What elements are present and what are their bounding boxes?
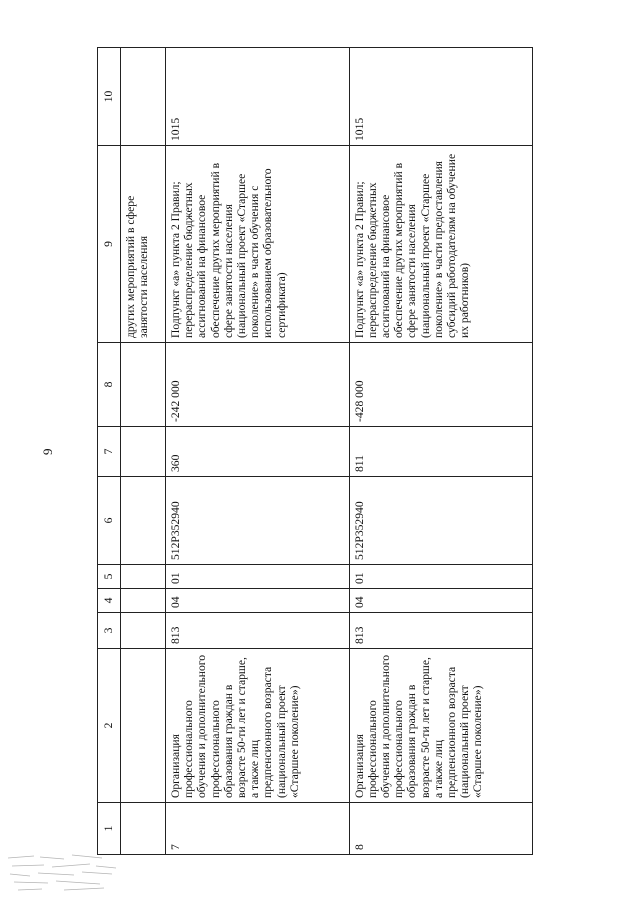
code-cell: 1015 bbox=[166, 48, 350, 146]
table-cell: других мероприятий в сфере занятости населения bbox=[121, 146, 166, 343]
basis-cell: Подпункт «а» пункта 2 Правил; перераспределение бюджетных ассигнований на финансовое обеспечение других мероприятий в сфере занятости населения (национальный проект «Старшее поколение» в части предоставления субсидий работодателям на обучение их работников) bbox=[349, 146, 533, 343]
header-cell: 5 bbox=[98, 565, 121, 589]
continuation-row bbox=[121, 48, 166, 855]
expense-type-cell: 811 bbox=[349, 427, 533, 477]
code-cell: 813 bbox=[349, 613, 533, 649]
measure-name: Организация профессионального обучения и дополнительного профессионального образования граждан в возрасте 50-ти лет и старше, а также лиц предпенсионного возраста (национальный проект «Старшее поколение») bbox=[166, 649, 350, 803]
header-cell: 1 bbox=[98, 803, 121, 855]
table-cell bbox=[121, 803, 166, 855]
rotated-table-container bbox=[97, 48, 533, 855]
header-row bbox=[98, 48, 121, 855]
amount-cell: -428 000 bbox=[349, 343, 533, 427]
table-cell bbox=[121, 565, 166, 589]
target-article-cell: 512P352940 bbox=[166, 477, 350, 565]
stamp-mark bbox=[4, 852, 122, 894]
row-number: 8 bbox=[349, 803, 533, 855]
code-cell: 04 bbox=[349, 589, 533, 613]
table-cell bbox=[121, 427, 166, 477]
header-cell: 7 bbox=[98, 427, 121, 477]
table-cell bbox=[121, 613, 166, 649]
code-cell: 04 bbox=[166, 589, 350, 613]
code-cell: 1015 bbox=[349, 48, 533, 146]
table-cell bbox=[121, 649, 166, 803]
header-cell: 6 bbox=[98, 477, 121, 565]
amount-cell: -242 000 bbox=[166, 343, 350, 427]
header-cell: 10 bbox=[98, 48, 121, 146]
header-cell: 9 bbox=[98, 146, 121, 343]
basis-cell: Подпункт «а» пункта 2 Правил; перераспределение бюджетных ассигнований на финансовое обеспечение других мероприятий в сфере занятости населения (национальный проект «Старшее поколение» в части обучения с использованием образовательного сертификата) bbox=[166, 146, 350, 343]
header-cell: 4 bbox=[98, 589, 121, 613]
table-cell bbox=[121, 589, 166, 613]
budget-table bbox=[97, 47, 533, 855]
table-cell bbox=[121, 477, 166, 565]
target-article-cell: 512P352940 bbox=[349, 477, 533, 565]
table-cell bbox=[121, 48, 166, 146]
code-cell: 01 bbox=[349, 565, 533, 589]
header-cell: 3 bbox=[98, 613, 121, 649]
header-cell: 8 bbox=[98, 343, 121, 427]
table-cell bbox=[121, 343, 166, 427]
page-number: 9 bbox=[40, 448, 55, 455]
expense-type-cell: 360 bbox=[166, 427, 350, 477]
code-cell: 813 bbox=[166, 613, 350, 649]
code-cell: 01 bbox=[166, 565, 350, 589]
table-row bbox=[166, 48, 350, 855]
header-cell: 2 bbox=[98, 649, 121, 803]
table-row bbox=[349, 48, 533, 855]
row-number: 7 bbox=[166, 803, 350, 855]
measure-name: Организация профессионального обучения и дополнительного профессионального образования граждан в возрасте 50-ти лет и старше, а также лиц предпенсионного возраста (национальный проект «Старшее поколение») bbox=[349, 649, 533, 803]
